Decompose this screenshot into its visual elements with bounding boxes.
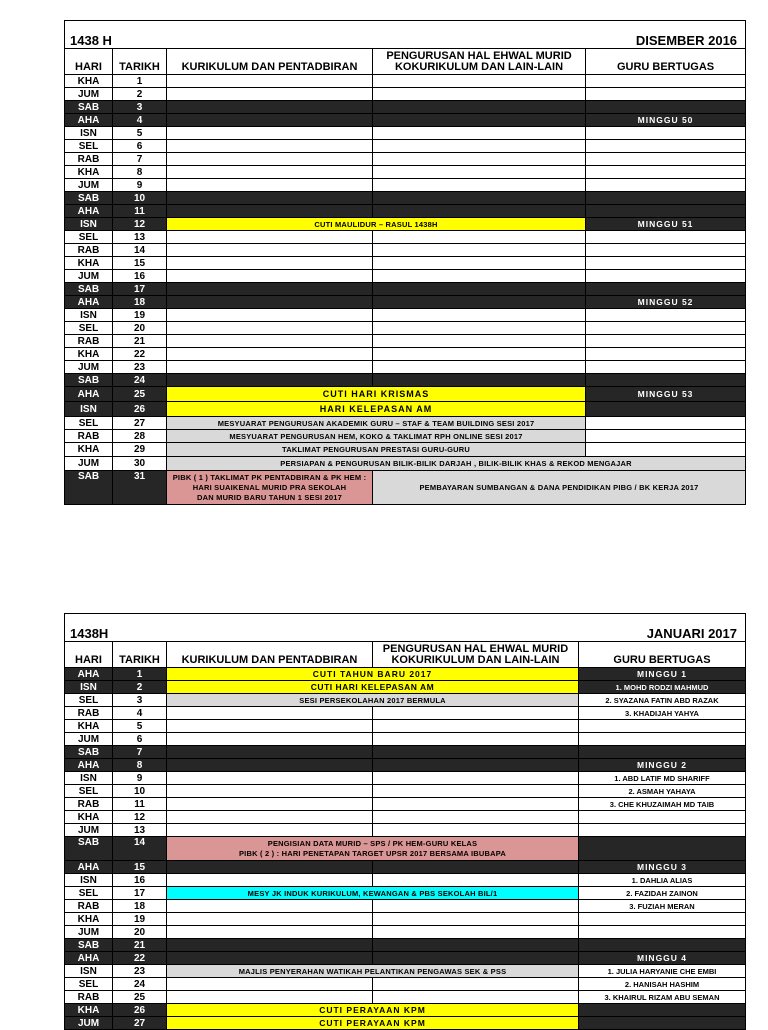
date: 3 bbox=[113, 694, 167, 707]
table-row bbox=[65, 417, 746, 430]
day-name: KHA bbox=[65, 720, 113, 733]
table-row bbox=[65, 322, 746, 335]
table-row bbox=[65, 874, 746, 887]
day-name: SEL bbox=[65, 785, 113, 798]
day-name: JUM bbox=[65, 270, 113, 283]
day-name: JUM bbox=[65, 1017, 113, 1030]
date: 26 bbox=[113, 402, 167, 417]
day-name: SAB bbox=[65, 746, 113, 759]
date: 19 bbox=[113, 309, 167, 322]
day-name: AHA bbox=[65, 861, 113, 874]
table-row bbox=[65, 270, 746, 283]
date: 7 bbox=[113, 746, 167, 759]
table-row bbox=[65, 681, 746, 694]
date: 28 bbox=[113, 430, 167, 443]
pibk1-line1: PIBK ( 1 ) TAKLIMAT PK PENTADBIRAN & PK HEM : bbox=[172, 472, 367, 482]
date: 16 bbox=[113, 270, 167, 283]
header-hari: HARI bbox=[65, 49, 113, 75]
date: 11 bbox=[113, 205, 167, 218]
duty-teacher: 1. DAHLIA ALIAS bbox=[579, 874, 746, 887]
table-row bbox=[65, 192, 746, 205]
duty-teacher: 2. HANISAH HASHIM bbox=[579, 978, 746, 991]
day-name: AHA bbox=[65, 387, 113, 402]
table-row bbox=[65, 471, 746, 505]
day-name: SAB bbox=[65, 374, 113, 387]
day-name: KHA bbox=[65, 348, 113, 361]
date: 25 bbox=[113, 991, 167, 1004]
date: 24 bbox=[113, 374, 167, 387]
date: 18 bbox=[113, 900, 167, 913]
table-row bbox=[65, 952, 746, 965]
table-row bbox=[65, 443, 746, 457]
day-name: RAB bbox=[65, 798, 113, 811]
date: 1 bbox=[113, 668, 167, 681]
duty-teacher: 2. FAZIDAH ZAINON bbox=[579, 887, 746, 900]
date: 5 bbox=[113, 720, 167, 733]
day-name: JUM bbox=[65, 733, 113, 746]
week-label: MINGGU 50 bbox=[586, 114, 746, 127]
date: 18 bbox=[113, 296, 167, 309]
duty-teacher: 2. SYAZANA FATIN ABD RAZAK bbox=[579, 694, 746, 707]
data-murid-line: PENGISIAN DATA MURID – SPS / PK HEM-GURU KELAS bbox=[267, 838, 478, 848]
day-name: SEL bbox=[65, 140, 113, 153]
table-row bbox=[65, 179, 746, 192]
header-row bbox=[65, 642, 746, 668]
day-name: RAB bbox=[65, 430, 113, 443]
day-name: JUM bbox=[65, 88, 113, 101]
day-name: AHA bbox=[65, 668, 113, 681]
table-row bbox=[65, 244, 746, 257]
header-hem-line2: KOKURIKULUM DAN LAIN-LAIN bbox=[391, 654, 560, 666]
table-row bbox=[65, 283, 746, 296]
pibk1-line2: HARI SUAIKENAL MURID PRA SEKOLAH bbox=[192, 482, 347, 492]
date: 13 bbox=[113, 231, 167, 244]
day-name: ISN bbox=[65, 402, 113, 417]
holiday-note: CUTI PERAYAAN KPM bbox=[167, 1004, 579, 1017]
day-name: JUM bbox=[65, 824, 113, 837]
date: 23 bbox=[113, 965, 167, 978]
date: 26 bbox=[113, 1004, 167, 1017]
table-row bbox=[65, 402, 746, 417]
date: 21 bbox=[113, 335, 167, 348]
table-row bbox=[65, 335, 746, 348]
holiday-note: CUTI PERAYAAN KPM bbox=[167, 1017, 579, 1030]
hijri-year: 1438H bbox=[65, 614, 167, 642]
date: 19 bbox=[113, 913, 167, 926]
day-name: AHA bbox=[65, 759, 113, 772]
day-name: AHA bbox=[65, 114, 113, 127]
table-row bbox=[65, 939, 746, 952]
day-name: JUM bbox=[65, 926, 113, 939]
event-note: PEMBAYARAN SUMBANGAN & DANA PENDIDIKAN PIBG / BK KERJA 2017 bbox=[373, 471, 746, 505]
table-row bbox=[65, 361, 746, 374]
date: 14 bbox=[113, 244, 167, 257]
day-name: RAB bbox=[65, 991, 113, 1004]
event-note: TAKLIMAT PENGURUSAN PRESTASI GURU-GURU bbox=[167, 443, 586, 457]
day-name: SEL bbox=[65, 322, 113, 335]
header-hem bbox=[373, 49, 586, 75]
week-label: MINGGU 53 bbox=[586, 387, 746, 402]
day-name: ISN bbox=[65, 772, 113, 785]
date: 11 bbox=[113, 798, 167, 811]
event-note: PERSIAPAN & PENGURUSAN BILIK-BILIK DARJAH , BILIK-BILIK KHAS & REKOD MENGAJAR bbox=[167, 457, 746, 471]
table-row bbox=[65, 720, 746, 733]
day-name: ISN bbox=[65, 681, 113, 694]
date: 15 bbox=[113, 257, 167, 270]
event-note: MAJLIS PENYERAHAN WATIKAH PELANTIKAN PENGAWAS SEK & PSS bbox=[167, 965, 579, 978]
day-name: SEL bbox=[65, 887, 113, 900]
duty-teacher: 3. CHE KHUZAIMAH MD TAIB bbox=[579, 798, 746, 811]
table-row bbox=[65, 1017, 746, 1030]
day-name: ISN bbox=[65, 965, 113, 978]
day-name: RAB bbox=[65, 335, 113, 348]
table-row bbox=[65, 88, 746, 101]
event-note: MESY JK INDUK KURIKULUM, KEWANGAN & PBS SEKOLAH BIL/1 bbox=[167, 887, 579, 900]
event-note: MESYUARAT PENGURUSAN AKADEMIK GURU – STAF & TEAM BUILDING SESI 2017 bbox=[167, 417, 586, 430]
event-note: MESYUARAT PENGURUSAN HEM, KOKO & TAKLIMAT RPH ONLINE SESI 2017 bbox=[167, 430, 586, 443]
header-hem-line1: PENGURUSAN HAL EHWAL MURID bbox=[382, 643, 569, 655]
table-row bbox=[65, 387, 746, 402]
day-name: SAB bbox=[65, 471, 113, 505]
header-row bbox=[65, 49, 746, 75]
date: 12 bbox=[113, 811, 167, 824]
calendar-january-2017 bbox=[64, 613, 745, 1030]
table-row bbox=[65, 257, 746, 270]
date: 6 bbox=[113, 140, 167, 153]
event-note: SESI PERSEKOLAHAN 2017 BERMULA bbox=[167, 694, 579, 707]
holiday-note: CUTI HARI KRISMAS bbox=[167, 387, 586, 402]
day-name: KHA bbox=[65, 443, 113, 457]
day-name: SEL bbox=[65, 694, 113, 707]
duty-teacher: 3. KHAIRUL RIZAM ABU SEMAN bbox=[579, 991, 746, 1004]
date: 2 bbox=[113, 681, 167, 694]
table-row bbox=[65, 1004, 746, 1017]
day-name: AHA bbox=[65, 952, 113, 965]
table-row bbox=[65, 707, 746, 720]
date: 20 bbox=[113, 926, 167, 939]
holiday-note: CUTI HARI KELEPASAN AM bbox=[167, 681, 579, 694]
table-row bbox=[65, 153, 746, 166]
day-name: SAB bbox=[65, 192, 113, 205]
table-row bbox=[65, 837, 746, 861]
table-row bbox=[65, 887, 746, 900]
week-label: MINGGU 51 bbox=[586, 218, 746, 231]
table-row bbox=[65, 127, 746, 140]
date: 31 bbox=[113, 471, 167, 505]
header-hem bbox=[373, 642, 579, 668]
date: 4 bbox=[113, 114, 167, 127]
table-row bbox=[65, 733, 746, 746]
day-name: ISN bbox=[65, 874, 113, 887]
week-label: MINGGU 52 bbox=[586, 296, 746, 309]
day-name: AHA bbox=[65, 296, 113, 309]
date: 8 bbox=[113, 166, 167, 179]
holiday-note: CUTI MAULIDUR – RASUL 1438H bbox=[167, 218, 586, 231]
date: 12 bbox=[113, 218, 167, 231]
header-kurikulum: KURIKULUM DAN PENTADBIRAN bbox=[167, 642, 373, 668]
date: 8 bbox=[113, 759, 167, 772]
day-name: SEL bbox=[65, 417, 113, 430]
day-name: SAB bbox=[65, 101, 113, 114]
week-label: MINGGU 1 bbox=[579, 668, 746, 681]
day-name: KHA bbox=[65, 166, 113, 179]
holiday-note: HARI KELEPASAN AM bbox=[167, 402, 586, 417]
header-guru: GURU BERTUGAS bbox=[586, 49, 746, 75]
day-name: SAB bbox=[65, 283, 113, 296]
month-title: DISEMBER 2016 bbox=[167, 21, 746, 49]
table-row bbox=[65, 811, 746, 824]
table-row bbox=[65, 75, 746, 88]
date: 29 bbox=[113, 443, 167, 457]
day-name: KHA bbox=[65, 75, 113, 88]
table-row bbox=[65, 900, 746, 913]
table-row bbox=[65, 166, 746, 179]
holiday-note: CUTI TAHUN BARU 2017 bbox=[167, 668, 579, 681]
date: 17 bbox=[113, 283, 167, 296]
date: 15 bbox=[113, 861, 167, 874]
table-row bbox=[65, 101, 746, 114]
date: 17 bbox=[113, 887, 167, 900]
date: 5 bbox=[113, 127, 167, 140]
date: 22 bbox=[113, 952, 167, 965]
header-hem-line1: PENGURUSAN HAL EHWAL MURID bbox=[386, 50, 572, 62]
duty-teacher: 1. ABD LATIF MD SHARIFF bbox=[579, 772, 746, 785]
date: 30 bbox=[113, 457, 167, 471]
day-name: JUM bbox=[65, 361, 113, 374]
table-row bbox=[65, 965, 746, 978]
day-name: KHA bbox=[65, 913, 113, 926]
day-name: RAB bbox=[65, 153, 113, 166]
day-name: KHA bbox=[65, 811, 113, 824]
table-row bbox=[65, 374, 746, 387]
table-row bbox=[65, 746, 746, 759]
table-row bbox=[65, 991, 746, 1004]
day-name: RAB bbox=[65, 900, 113, 913]
day-name: SAB bbox=[65, 837, 113, 861]
header-guru: GURU BERTUGAS bbox=[579, 642, 746, 668]
date: 9 bbox=[113, 772, 167, 785]
day-name: ISN bbox=[65, 309, 113, 322]
day-name: AHA bbox=[65, 205, 113, 218]
week-label: MINGGU 3 bbox=[579, 861, 746, 874]
day-name: JUM bbox=[65, 457, 113, 471]
event-note bbox=[167, 837, 579, 861]
table-row bbox=[65, 772, 746, 785]
header-tarikh: TARIKH bbox=[113, 642, 167, 668]
hijri-year: 1438 H bbox=[65, 21, 167, 49]
day-name: KHA bbox=[65, 1004, 113, 1017]
table-row bbox=[65, 861, 746, 874]
table-row bbox=[65, 348, 746, 361]
table-row bbox=[65, 114, 746, 127]
date: 2 bbox=[113, 88, 167, 101]
date: 27 bbox=[113, 417, 167, 430]
date: 9 bbox=[113, 179, 167, 192]
calendar-december-2016 bbox=[64, 20, 745, 505]
table-row bbox=[65, 759, 746, 772]
pibk1-line3: DAN MURID BARU TAHUN 1 SESI 2017 bbox=[196, 492, 343, 502]
event-note bbox=[167, 471, 373, 505]
week-label: MINGGU 4 bbox=[579, 952, 746, 965]
january-table bbox=[64, 613, 746, 1030]
date: 23 bbox=[113, 361, 167, 374]
date: 10 bbox=[113, 192, 167, 205]
day-name: ISN bbox=[65, 218, 113, 231]
date: 6 bbox=[113, 733, 167, 746]
date: 7 bbox=[113, 153, 167, 166]
header-hari: HARI bbox=[65, 642, 113, 668]
table-row bbox=[65, 205, 746, 218]
date: 3 bbox=[113, 101, 167, 114]
date: 22 bbox=[113, 348, 167, 361]
december-table bbox=[64, 20, 746, 505]
date: 24 bbox=[113, 978, 167, 991]
duty-teacher: 1. JULIA HARYANIE CHE EMBI bbox=[579, 965, 746, 978]
week-label: MINGGU 2 bbox=[579, 759, 746, 772]
table-row bbox=[65, 309, 746, 322]
table-row bbox=[65, 668, 746, 681]
duty-teacher: 1. MOHD RODZI MAHMUD bbox=[579, 681, 746, 694]
table-row bbox=[65, 430, 746, 443]
date: 1 bbox=[113, 75, 167, 88]
header-kurikulum: KURIKULUM DAN PENTADBIRAN bbox=[167, 49, 373, 75]
day-name: RAB bbox=[65, 707, 113, 720]
duty-teacher: 2. ASMAH YAHAYA bbox=[579, 785, 746, 798]
date: 4 bbox=[113, 707, 167, 720]
pibk2-line: PIBK ( 2 ) : HARI PENETAPAN TARGET UPSR 2017 BERSAMA IBUBAPA bbox=[238, 848, 507, 858]
header-tarikh: TARIKH bbox=[113, 49, 167, 75]
table-row bbox=[65, 926, 746, 939]
date: 13 bbox=[113, 824, 167, 837]
table-row bbox=[65, 798, 746, 811]
date: 25 bbox=[113, 387, 167, 402]
table-row bbox=[65, 457, 746, 471]
date: 21 bbox=[113, 939, 167, 952]
table-row bbox=[65, 231, 746, 244]
table-row bbox=[65, 978, 746, 991]
day-name: SAB bbox=[65, 939, 113, 952]
day-name: KHA bbox=[65, 257, 113, 270]
day-name: RAB bbox=[65, 244, 113, 257]
duty-teacher: 3. KHADIJAH YAHYA bbox=[579, 707, 746, 720]
day-name: ISN bbox=[65, 127, 113, 140]
table-row bbox=[65, 218, 746, 231]
duty-teacher: 3. FUZIAH MERAN bbox=[579, 900, 746, 913]
table-row bbox=[65, 694, 746, 707]
table-row bbox=[65, 785, 746, 798]
table-row bbox=[65, 824, 746, 837]
day-name: SEL bbox=[65, 231, 113, 244]
header-hem-line2: KOKURIKULUM DAN LAIN-LAIN bbox=[394, 61, 564, 73]
date: 27 bbox=[113, 1017, 167, 1030]
table-row bbox=[65, 296, 746, 309]
table-row bbox=[65, 140, 746, 153]
date: 20 bbox=[113, 322, 167, 335]
date: 10 bbox=[113, 785, 167, 798]
month-title: JANUARI 2017 bbox=[167, 614, 746, 642]
date: 16 bbox=[113, 874, 167, 887]
table-row bbox=[65, 913, 746, 926]
day-name: JUM bbox=[65, 179, 113, 192]
date: 14 bbox=[113, 837, 167, 861]
day-name: SEL bbox=[65, 978, 113, 991]
